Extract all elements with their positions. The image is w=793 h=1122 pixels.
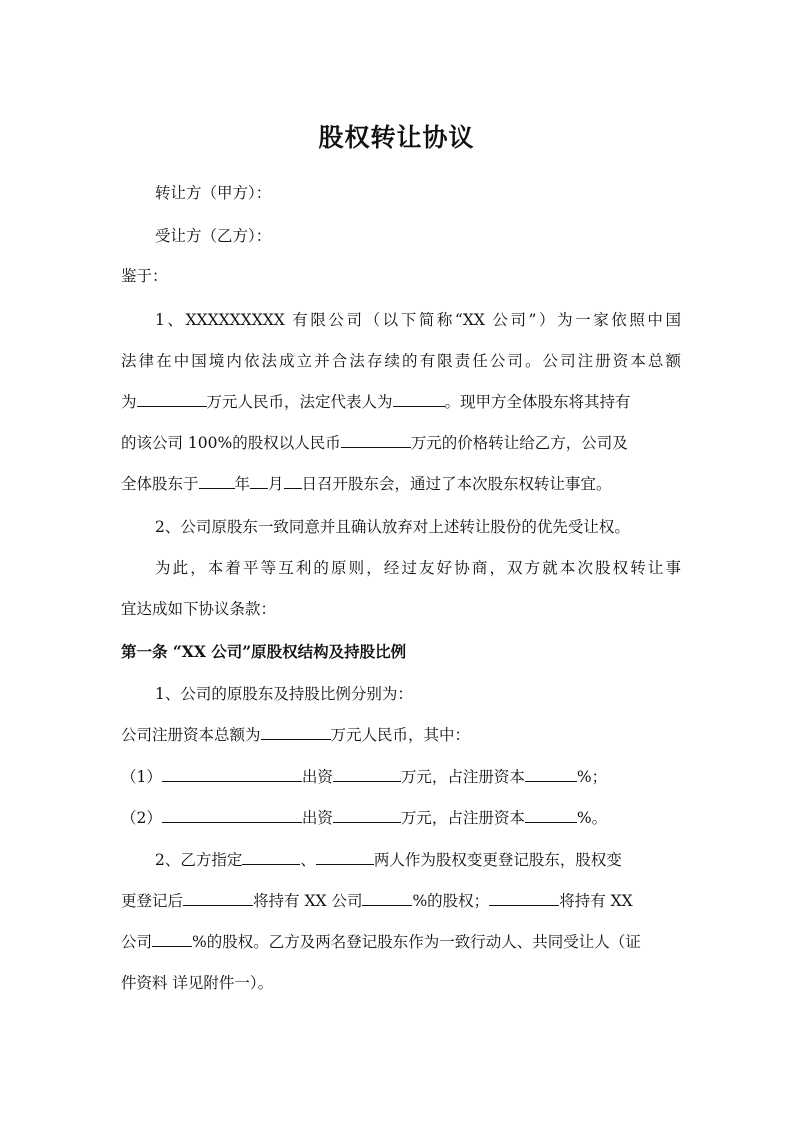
registered-capital-blank[interactable] xyxy=(137,390,207,407)
capital-text-b: 万元人民币，其中： xyxy=(330,726,471,744)
p1-line-4 xyxy=(121,431,681,455)
document-title: 股权转让协议 xyxy=(318,123,475,152)
capital-text-a: 公司注册资本总额为 xyxy=(121,726,261,744)
p1-l4-text-a: 的该公司 100%的股权以人民币 xyxy=(121,434,341,452)
item-2-l2-text-c: %的股权； xyxy=(412,892,490,910)
item-2-l2-text-a: 更登记后 xyxy=(121,892,184,910)
row-1-end: %； xyxy=(576,768,608,786)
item-2-l3-text-b: %的股权。乙方及两名登记股东作为一致行动人、共同受让人（证 xyxy=(192,933,641,951)
item-2-l1-text-c: 两人作为股权变更登记股东，股权变 xyxy=(373,851,622,869)
article-1-item-2-line-3 xyxy=(121,930,681,954)
p3-line-2: 宜达成如下协议条款： xyxy=(121,600,277,618)
p1-l5-text-d: 日召开股东会，通过了本次股东权转让事宜。 xyxy=(301,475,612,493)
article-1-item-1: 1、公司的原股东及持股比例分别为： xyxy=(155,685,413,703)
year-blank[interactable] xyxy=(199,472,235,489)
p1-l5-text-c: 月 xyxy=(268,475,284,493)
article-1-item-2-line-2 xyxy=(121,889,681,913)
row-2-number: （2） xyxy=(121,809,162,827)
item-2-l2-text-b: 将持有 XX 公司 xyxy=(253,892,363,910)
shareholder-2-name-blank[interactable] xyxy=(162,806,302,823)
p1-line-5 xyxy=(121,472,681,496)
item-2-l3-text-a: 公司 xyxy=(121,933,153,951)
row-2-invest: 出资 xyxy=(301,809,333,827)
shareholder-2-percent-blank[interactable] xyxy=(525,806,577,823)
registrant-2-blank[interactable] xyxy=(489,889,559,906)
transferor-line: 转让方（甲方）： xyxy=(155,184,272,202)
shareholder-2-amount-blank[interactable] xyxy=(333,806,401,823)
legal-rep-blank[interactable] xyxy=(393,390,445,407)
transferee-line: 受让方（乙方）： xyxy=(155,227,272,245)
registrant-2-percent-blank[interactable] xyxy=(152,930,192,947)
item-2-l1-text-b: 、 xyxy=(300,851,316,869)
row-1-number: （1） xyxy=(121,768,162,786)
p1-l4-text-b: 万元的价格转让给乙方，公司及 xyxy=(410,434,628,452)
p3-line-1: 为此，本着平等互利的原则，经过友好协商，双方就本次股权转让事 xyxy=(155,559,681,577)
designee-1-blank[interactable] xyxy=(242,848,300,865)
p1-line-1: 1、XXXXXXXXX 有限公司（以下简称“XX 公司”）为一家依照中国 xyxy=(155,311,681,329)
p2-line: 2、公司原股东一致同意并且确认放弃对上述转让股份的优先受让权。 xyxy=(155,518,630,536)
row-2-end: %。 xyxy=(576,809,608,827)
day-blank[interactable] xyxy=(284,472,302,489)
registrant-1-percent-blank[interactable] xyxy=(362,889,412,906)
capital-line xyxy=(121,723,681,747)
p1-line-2: 法律在中国境内依法成立并合法存续的有限责任公司。公司注册资本总额 xyxy=(121,352,681,370)
p1-l5-text-a: 全体股东于 xyxy=(121,475,199,493)
shareholder-row-2 xyxy=(121,806,681,830)
transfer-price-blank[interactable] xyxy=(341,431,411,448)
shareholder-1-amount-blank[interactable] xyxy=(333,765,401,782)
article-1-item-2-line-1 xyxy=(155,848,681,872)
article-1-item-2-line-4: 件资料 详见附件一）。 xyxy=(121,974,274,992)
designee-2-blank[interactable] xyxy=(316,848,374,865)
p1-l3-text-b: 万元人民币，法定代表人为 xyxy=(206,393,393,411)
item-2-l2-text-d: 将持有 XX xyxy=(559,892,633,910)
p1-l3-text-c: 。现甲方全体股东将其持有 xyxy=(444,393,631,411)
p1-line-3 xyxy=(121,390,681,414)
month-blank[interactable] xyxy=(250,472,268,489)
item-2-l1-text-a: 2、乙方指定 xyxy=(155,851,243,869)
article-1-heading: 第一条 “XX 公司”原股权结构及持股比例 xyxy=(121,642,407,661)
total-capital-blank[interactable] xyxy=(261,723,331,740)
shareholder-1-percent-blank[interactable] xyxy=(525,765,577,782)
p1-l5-text-b: 年 xyxy=(234,475,251,493)
row-1-invest: 出资 xyxy=(301,768,333,786)
p1-l3-text-a: 为 xyxy=(121,393,137,411)
row-2-unit: 万元，占注册资本 xyxy=(400,809,525,827)
shareholder-1-name-blank[interactable] xyxy=(162,765,302,782)
shareholder-row-1 xyxy=(121,765,681,789)
whereas-label: 鉴于： xyxy=(121,267,168,285)
registrant-1-blank[interactable] xyxy=(183,889,253,906)
row-1-unit: 万元，占注册资本 xyxy=(400,768,525,786)
